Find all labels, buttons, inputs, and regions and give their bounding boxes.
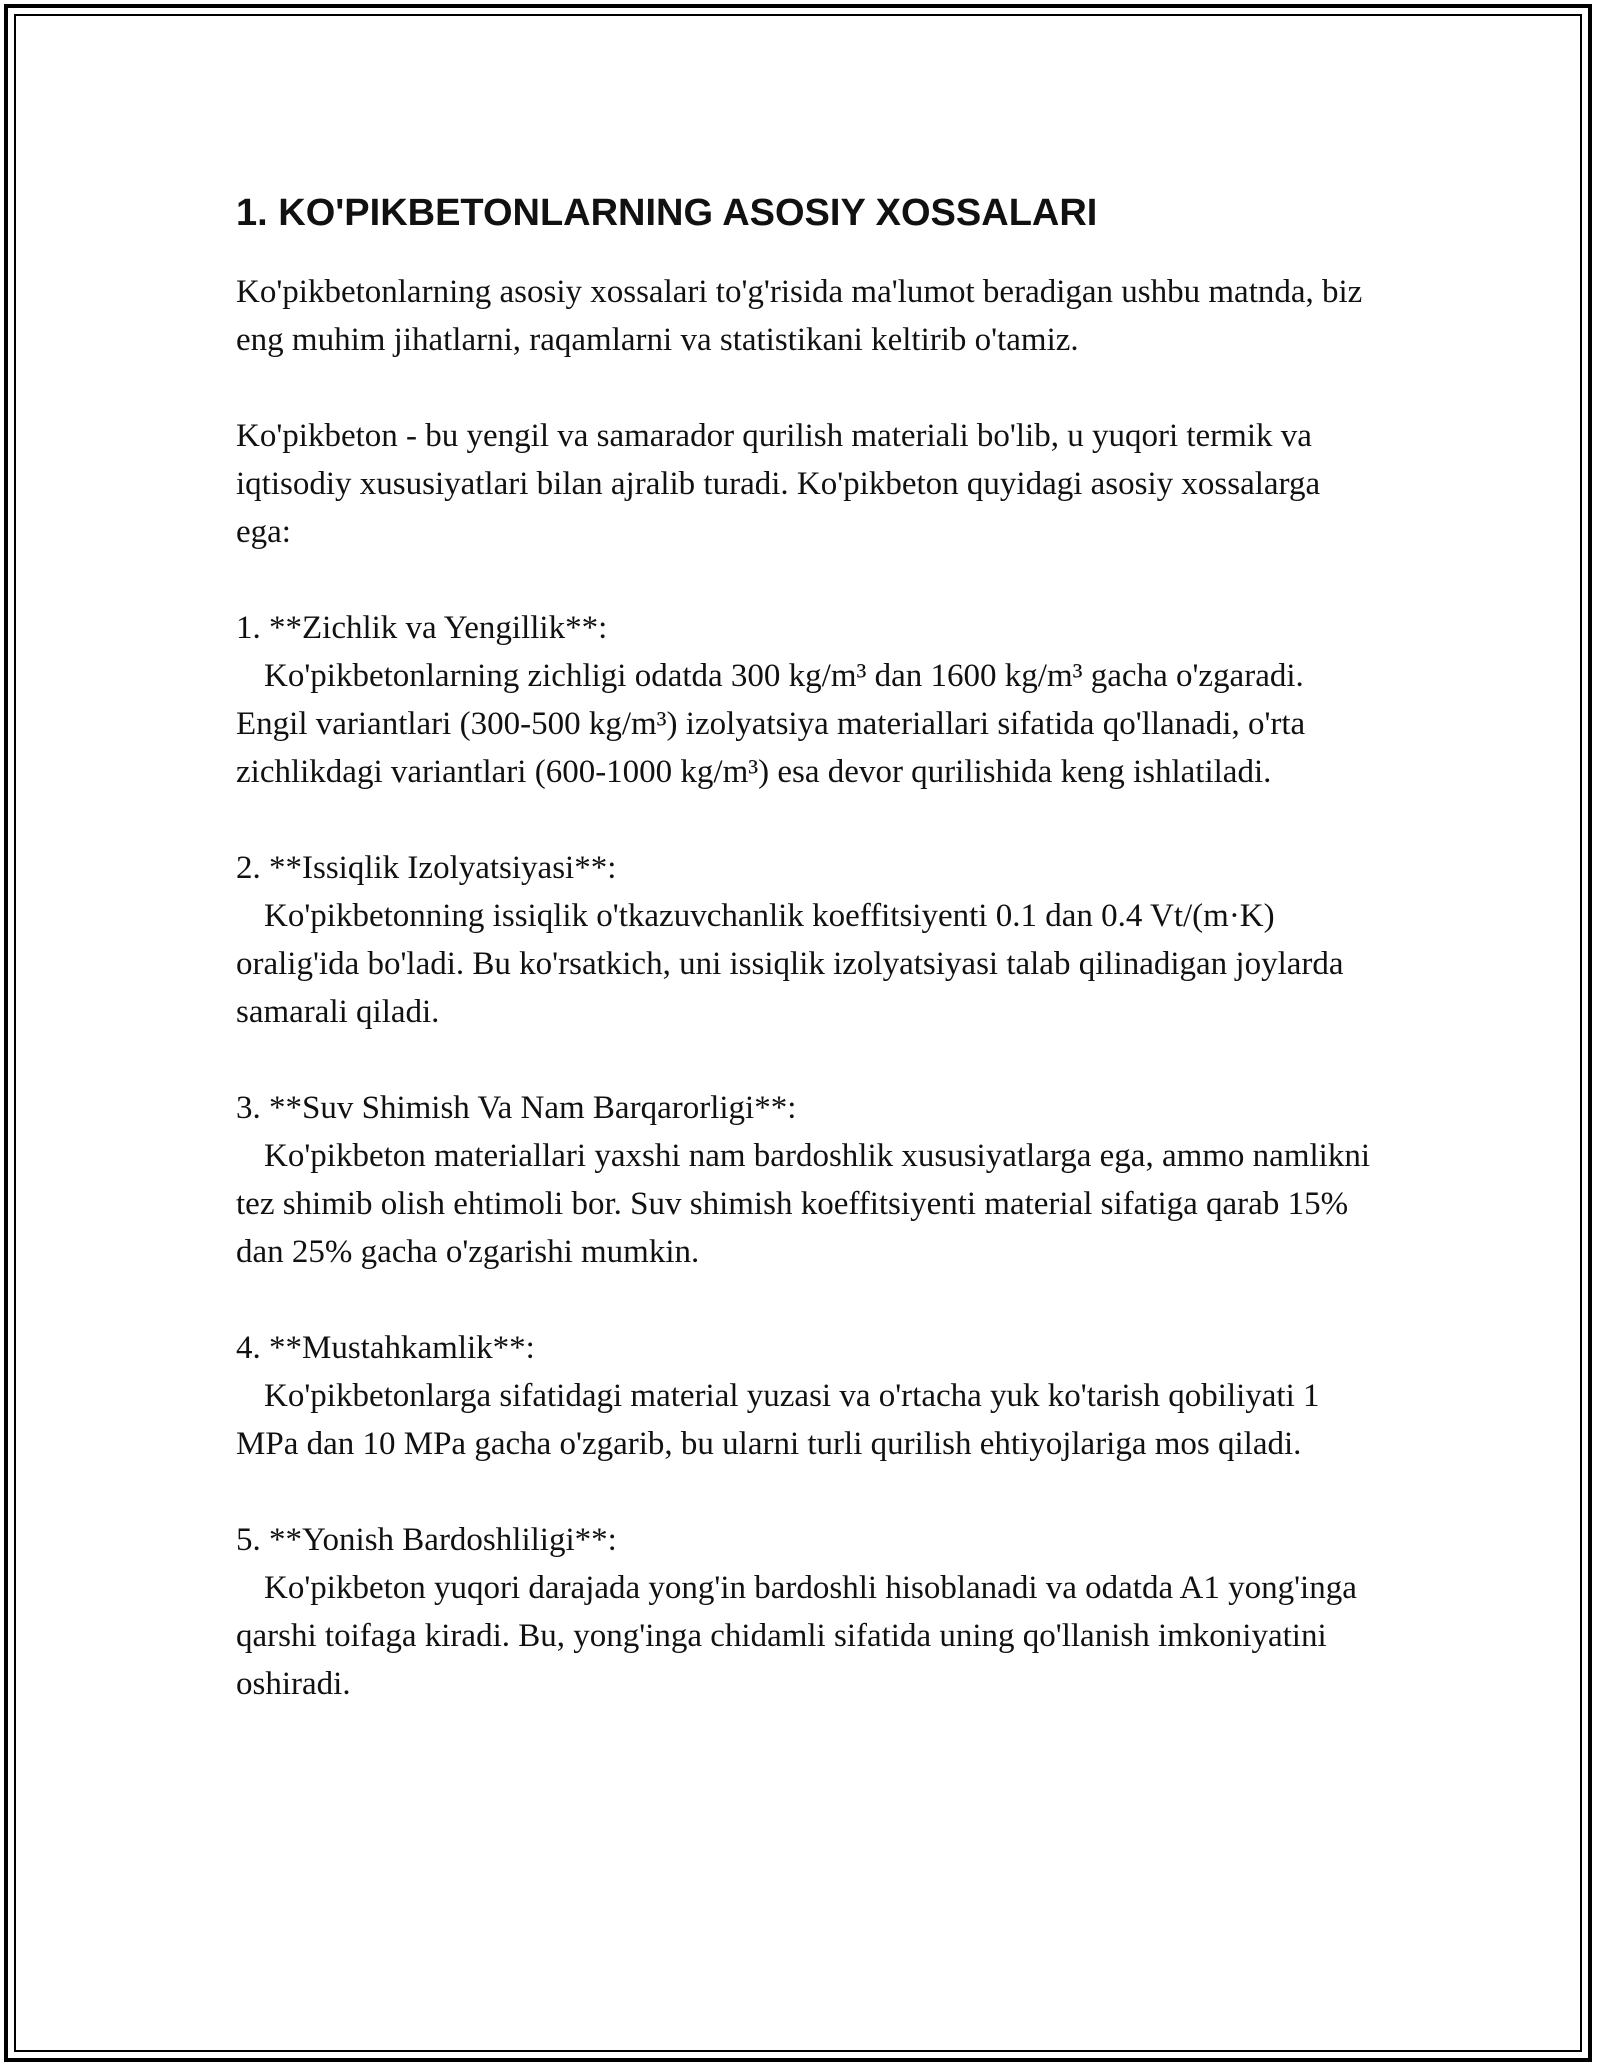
- section-heading: 5. **Yonish Bardoshliligi**:: [236, 1522, 617, 1558]
- intro-paragraph: Ko'pikbetonlarning asosiy xossalari to'g'risida ma'lumot beradigan ushbu matnda, biz eng muhim jihatlarni, raqamlarni va statistikani keltirib o'tamiz.: [236, 274, 1363, 358]
- section-body: Ko'pikbeton materiallari yaxshi nam bardoshlik xususiyatlarga ega, ammo namlikni tez shimib olish ehtimoli bor. Suv shimish koeffitsiyenti material sifatiga qarab 15% dan 25% gacha o'zgarishi mumkin.: [236, 1138, 1370, 1270]
- document-content: [236, 188, 1376, 1756]
- section-body: Ko'pikbeton yuqori darajada yong'in bardoshli hisoblanadi va odatda A1 yong'inga qarshi toifaga kiradi. Bu, yong'inga chidamli sifatida uning qo'llanish imkoniyatini oshiradi.: [236, 1570, 1357, 1702]
- section-body: Ko'pikbetonning issiqlik o'tkazuvchanlik koeffitsiyenti 0.1 dan 0.4 Vt/(m·K) oralig'ida bo'ladi. Bu ko'rsatkich, uni issiqlik izolyatsiyasi talab qilinadigan joylarda samarali qiladi.: [236, 898, 1344, 1030]
- section-heading: 2. **Issiqlik Izolyatsiyasi**:: [236, 850, 617, 886]
- section-thermal-insulation: [236, 844, 1376, 1036]
- section-water-absorption: [236, 1084, 1376, 1276]
- section-strength: [236, 1324, 1376, 1468]
- section-heading: 1. **Zichlik va Yengillik**:: [236, 610, 608, 646]
- section-heading: 4. **Mustahkamlik**:: [236, 1330, 535, 1366]
- section-body: Ko'pikbetonlarning zichligi odatda 300 kg/m³ dan 1600 kg/m³ gacha o'zgaradi. Engil variantlari (300-500 kg/m³) izolyatsiya materiallari sifatida qo'llanadi, o'rta zichlikdagi variantlari (600-1000 kg/m³) esa devor qurilishida keng ishlatiladi.: [236, 658, 1306, 790]
- section-fire-resistance: [236, 1516, 1376, 1708]
- document-title: 1. KO'PIKBETONLARNING ASOSIY XOSSALARI: [236, 192, 1098, 234]
- section-heading: 3. **Suv Shimish Va Nam Barqarorligi**:: [236, 1090, 797, 1126]
- overview-paragraph: Ko'pikbeton - bu yengil va samarador qurilish materiali bo'lib, u yuqori termik va iqtisodiy xususiyatlari bilan ajralib turadi. Ko'pikbeton quyidagi asosiy xossalarga ega:: [236, 418, 1321, 550]
- section-body: Ko'pikbetonlarga sifatidagi material yuzasi va o'rtacha yuk ko'tarish qobiliyati 1 MPa dan 10 MPa gacha o'zgarib, bu ularni turli qurilish ehtiyojlariga mos qiladi.: [236, 1378, 1320, 1462]
- section-density: [236, 604, 1376, 796]
